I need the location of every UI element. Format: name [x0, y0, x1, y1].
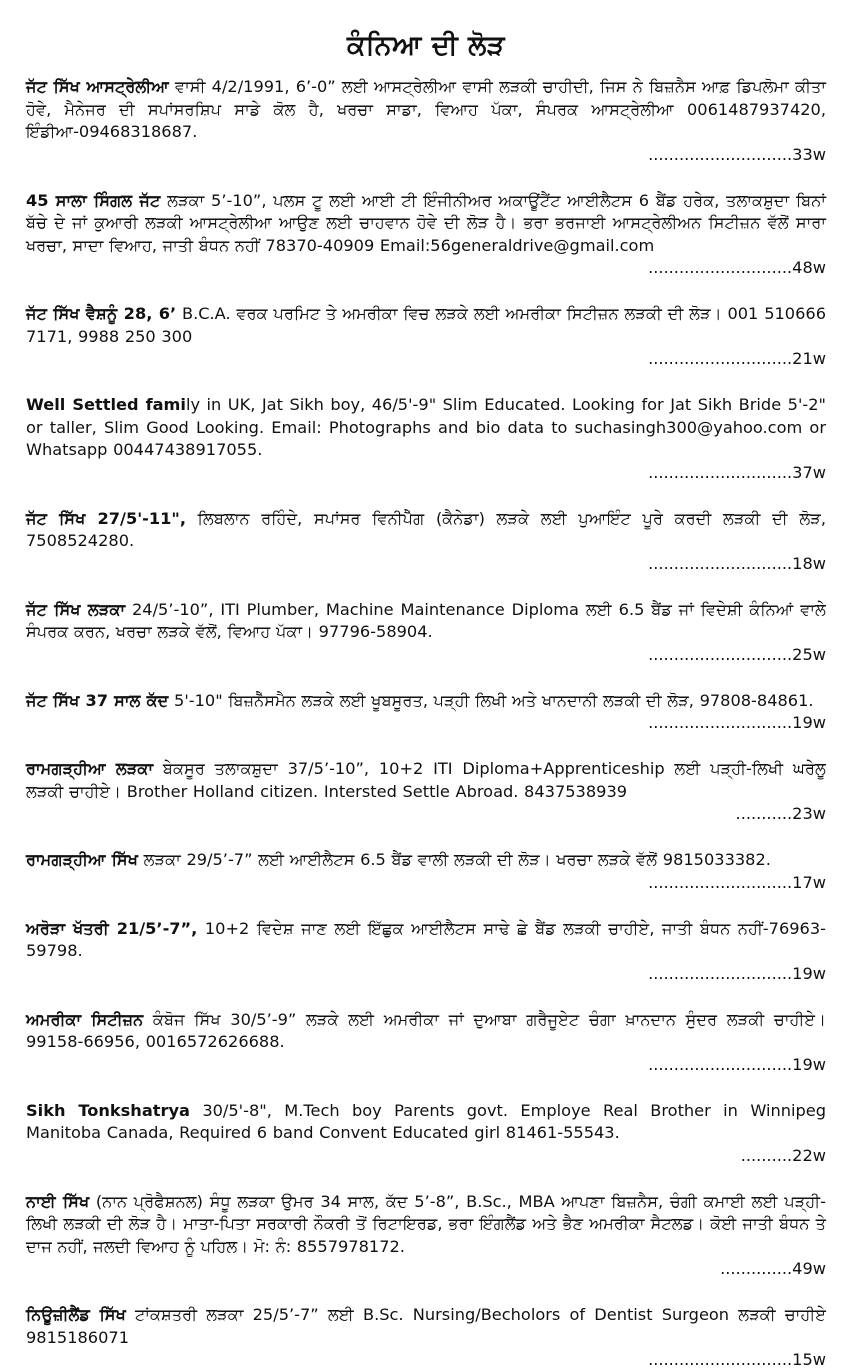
ad-code: ............................15w: [648, 1350, 826, 1369]
ad-code: ............................21w: [648, 349, 826, 368]
ad-code: ............................19w: [648, 1054, 826, 1074]
ad-lead-text: ਜੱਟ ਸਿੱਖ ਲੜਕਾ: [26, 599, 126, 619]
ad-lead-text: ਅਰੋੜਾ ਖੱਤਰੀ 21/5’-7”,: [26, 918, 198, 938]
classified-ad: [26, 758, 826, 825]
ad-body-text: B.C.A. ਵਰਕ ਪਰਮਿਟ ਤੇ ਅਮਰੀਕਾ ਵਿਚ ਲੜਕੇ ਲਈ ਅਮਰੀਕਾ ਸਿਟੀਜ਼ਨ ਲੜਕੀ ਦੀ ਲੋੜ। 001 510666 7171, 9988 250 300: [26, 304, 827, 346]
classified-ad: [26, 1100, 826, 1167]
ad-code: ............................19w: [648, 963, 826, 983]
classified-ad: [26, 599, 826, 666]
ad-code: ............................18w: [648, 553, 826, 573]
classified-ad: [26, 849, 826, 894]
ad-code: ............................37w: [648, 462, 826, 482]
ad-lead-text: 45 ਸਾਲਾ ਸਿੰਗਲ ਜੱਟ: [26, 190, 161, 210]
ad-lead-text: ਜੱਟ ਸਿੱਖ ਆਸਟ੍ਰੇਲੀਆ: [26, 77, 169, 96]
ad-lead-text: ਰਾਮਗੜ੍ਹੀਆ ਲੜਕਾ: [26, 759, 154, 778]
ad-code: ...........23w: [735, 804, 826, 823]
classified-ad: [26, 76, 826, 166]
ad-body-text: ਵਾਸੀ 4/2/1991, 6’-0” ਲਈ ਆਸਟ੍ਰੇਲੀਆ ਵਾਸੀ ਲੜਕੀ ਚਾਹੀਦੀ, ਜਿਸ ਨੇ ਬਿਜ਼ਨੈਸ ਆਫ਼ ਡਿਪਲੋਮਾ ਕੀਤਾ ਹੋਵੇ, ਮੈਨੇਜਰ ਦੀ ਸਪਾਂਸਰਸ਼ਿਪ ਸਾਡੇ ਕੋਲ ਹੈ, ਖਰਚਾ ਸਾਡਾ, ਵਿਆਹ ਪੱਕਾ, ਸੰਪਰਕ ਆਸਟ੍ਰੇਲੀਆ 0061487937420, ਇੰਡੀਆ-09468318687.: [26, 77, 826, 141]
classified-ad: [26, 190, 826, 280]
ad-body-text: (ਨਾਨ ਪ੍ਰੋਫੈਸ਼ਨਲ) ਸੰਧੂ ਲੜਕਾ ਉਮਰ 34 ਸਾਲ, ਕੱਦ 5’-8”, B.Sc., MBA ਆਪਣਾ ਬਿਜ਼ਨੈਸ, ਚੰਗੀ ਕਮਾਈ ਲਈ ਪੜ੍ਹੀ-ਲਿਖੀ ਲੜਕੀ ਦੀ ਲੋੜ ਹੈ। ਮਾਤਾ-ਪਿਤਾ ਸਰਕਾਰੀ ਨੌਕਰੀ ਤੋਂ ਰਿਟਾਇਰਡ, ਭਰਾ ਇੰਗਲੈਂਡ ਅਤੇ ਭੈਣ ਅਮਰੀਕਾ ਸੈਟਲਡ। ਕੋਈ ਜਾਤੀ ਬੰਧਨ ਤੇ ਦਾਜ ਨਹੀਂ, ਜਲਦੀ ਵਿਆਹ ਨੂੰ ਪਹਿਲ। ਮੋ: ਨੰ: 8557978172.: [26, 1191, 826, 1256]
classified-ad: [26, 508, 826, 575]
classified-ad: [26, 394, 826, 484]
ad-code: ............................33w: [648, 144, 826, 164]
classified-ad: [26, 690, 826, 735]
ad-body-text: ਲੜਕਾ 29/5’-7” ਲਈ ਆਈਲੈਟਸ 6.5 ਬੈਂਡ ਵਾਲੀ ਲੜਕੀ ਦੀ ਲੋੜ। ਖਰਚਾ ਲੜਕੇ ਵੱਲੋਂ 9815033382.: [137, 850, 771, 869]
classified-ad: [26, 918, 826, 985]
ad-body-text: ਲਿਬਲਾਨ ਰਹਿੰਦੇ, ਸਪਾਂਸਰ ਵਿਨੀਪੈੱਗ (ਕੈਨੇਡਾ) ਲੜਕੇ ਲਈ ਪੁਆਇੰਟ ਪੂਰੇ ਕਰਦੀ ਲੜਕੀ ਦੀ ਲੋੜ, 7508524280.: [26, 508, 826, 550]
ad-body-text: ਲੜਕਾ 5’-10”, ਪਲਸ ਟੂ ਲਈ ਆਈ ਟੀ ਇੰਜੀਨੀਅਰ ਅਕਾਊਂਟੈਂਟ ਆਈਲੈਟਸ 6 ਬੈਂਡ ਹਰੇਕ, ਤਲਾਕਸ਼ੁਦਾ ਬਿਨਾਂ ਬੱਚੇ ਦੇ ਜਾਂ ਕੁਆਰੀ ਲੜਕੀ ਆਸਟ੍ਰੇਲੀਆ ਆਉਣ ਲਈ ਚਾਹਵਾਨ ਹੋਵੇ ਦੀ ਲੋੜ ਹੈ। ਭਰਾ ਭਰਜਾਈ ਆਸਟ੍ਰੇਲੀਅਨ ਸਿਟੀਜ਼ਨ ਵੱਲੋਂ ਸਾਰਾ ਖਰਚਾ, ਸਾਦਾ ਵਿਆਹ, ਜਾਤੀ ਬੰਧਨ ਨਹੀਂ 78370-40909 Email:56generaldrive@gmail.com: [26, 190, 826, 255]
ad-code: ..........22w: [740, 1145, 826, 1165]
ad-body-text: ly in UK, Jat Sikh boy, 46/5'-9" Slim Educated. Looking for Jat Sikh Bride 5'-2" or taller, Slim Good Looking. Email: Photographs and bio data to suchasingh300@yahoo.com or Whatsapp 00447438917055.: [26, 395, 826, 459]
ad-lead-text: ਜੱਟ ਸਿੱਖ ਵੈਸ਼ਨੂੰ 28, 6’: [26, 304, 177, 323]
classified-ad: [26, 1304, 826, 1371]
ad-body-text: 5'-10" ਬਿਜ਼ਨੈੱਸਮੈਨ ਲੜਕੇ ਲਈ ਖੂਬਸੂਰਤ, ਪੜ੍ਹੀ ਲਿਖੀ ਅਤੇ ਖਾਨਦਾਨੀ ਲੜਕੀ ਦੀ ਲੋੜ, 97808-84861.: [168, 690, 814, 710]
ad-code: ............................17w: [648, 872, 826, 892]
ad-lead-text: Sikh Tonkshatrya: [26, 1100, 190, 1120]
ad-code: ............................25w: [648, 644, 826, 664]
ad-code: ..............49w: [720, 1259, 826, 1278]
ad-lead-text: ਨਿਊਜ਼ੀਲੈਂਡ ਸਿੱਖ: [26, 1305, 126, 1324]
ad-lead-text: ਅਮਰੀਕਾ ਸਿਟੀਜ਼ਨ: [26, 1009, 144, 1029]
ads-list: [26, 76, 826, 1371]
ad-lead-text: Well Settled fami: [26, 395, 186, 414]
ad-body-text: 24/5’-10”, ITI Plumber, Machine Maintenance Diploma ਲਈ 6.5 ਬੈਂਡ ਜਾਂ ਵਿਦੇਸ਼ੀ ਕੰਨਿਆਂ ਵਾਲੇ ਸੰਪਰਕ ਕਰਨ, ਖਰਚਾ ਲੜਕੇ ਵੱਲੋਂ, ਵਿਆਹ ਪੱਕਾ। 97796-58904.: [26, 599, 827, 641]
ad-code: ............................48w: [648, 258, 826, 277]
ad-lead-text: ਨਾਈ ਸਿੱਖ: [26, 1191, 90, 1211]
ad-body-text: ਟਾਂਕਸ਼ਤਰੀ ਲੜਕਾ 25/5’-7” ਲਈ B.Sc. Nursing/Becholors of Dentist Surgeon ਲੜਕੀ ਚਾਹੀਏ 9815186071: [26, 1305, 826, 1347]
ad-body-text: 10+2 ਵਿਦੇਸ਼ ਜਾਣ ਲਈ ਇੱਛੁਕ ਆਈਲੈਟਸ ਸਾਢੇ ਛੇ ਬੈਂਡ ਲੜਕੀ ਚਾਹੀਏ, ਜਾਤੀ ਬੰਧਨ ਨਹੀਂ-76963-59798.: [26, 918, 826, 960]
classified-ad: [26, 1191, 826, 1281]
ad-body-text: ਬੇਕਸੂਰ ਤਲਾਕਸ਼ੁਦਾ 37/5’-10”, 10+2 ITI Diploma+Apprenticeship ਲਈ ਪੜ੍ਹੀ-ਲਿਖੀ ਘਰੇਲੂ ਲੜਕੀ ਚਾਹੀਏ। Brother Holland citizen. Intersted Settle Abroad. 8437538939: [26, 759, 826, 801]
classified-ad: [26, 303, 826, 370]
ad-lead-text: ਰਾਮਗੜ੍ਹੀਆ ਸਿੱਖ: [26, 850, 138, 869]
classified-ad: [26, 1009, 826, 1076]
ad-lead-text: ਜੱਟ ਸਿੱਖ 27/5'-11",: [26, 508, 186, 528]
ad-code: ............................19w: [648, 713, 826, 732]
ad-body-text: 30/5'-8", M.Tech boy Parents govt. Employe Real Brother in Winnipeg Manitoba Canada, Required 6 band Convent Educated girl 81461-55543.: [26, 1100, 826, 1142]
ad-body-text: ਕੰਬੋਜ ਸਿੱਖ 30/5’-9” ਲੜਕੇ ਲਈ ਅਮਰੀਕਾ ਜਾਂ ਦੁਆਬਾ ਗਰੈਜੂਏਟ ਚੰਗਾ ਖ਼ਾਨਦਾਨ ਸੁੰਦਰ ਲੜਕੀ ਚਾਹੀਏ। 99158-66956, 0016572626688.: [26, 1009, 827, 1051]
ad-lead-text: ਜੱਟ ਸਿੱਖ 37 ਸਾਲ ਕੱਦ: [26, 690, 169, 710]
page-title: ਕੰਨਿਆ ਦੀ ਲੋੜ: [346, 30, 506, 61]
